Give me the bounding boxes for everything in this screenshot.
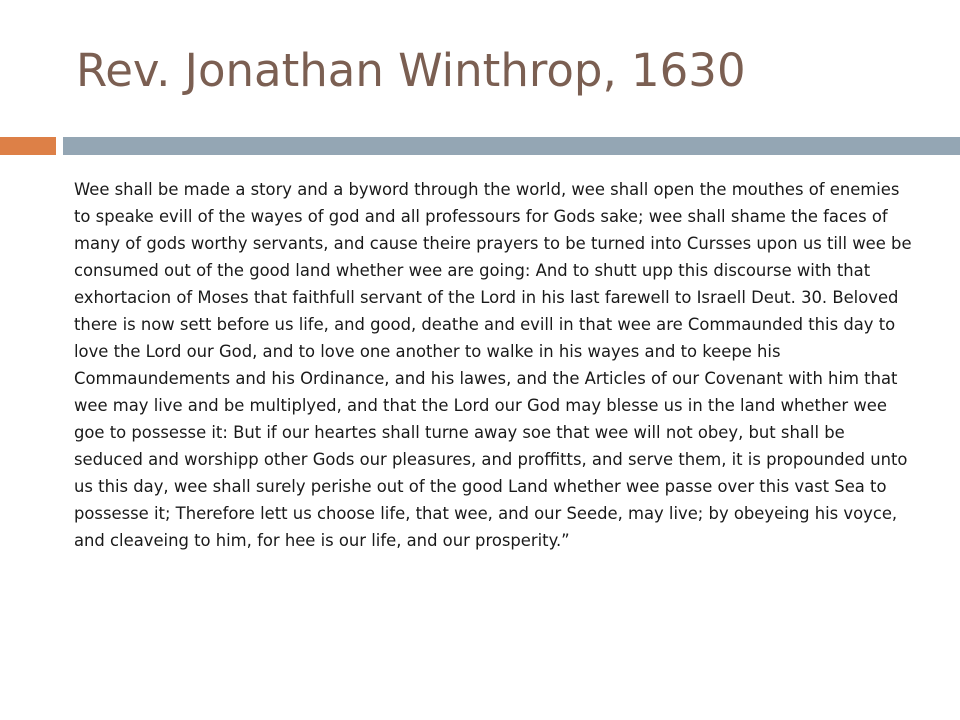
quote-body-text: Wee shall be made a story and a byword through the world, wee shall open the mouthes of enemies to speake evill of the wayes of god and all professours for Gods sake; wee shall shame the faces of many of gods worthy servants, and cause theire prayers to be turned into Cursses upon us till wee be consumed out of the good land whether wee are going: And to shutt upp this discourse with that exhortacion of Moses that faithfull servant of the Lord in his last farewell to Israell Deut. 30. Beloved there is now sett before us life, and good, deathe and evill in that wee are Commaunded this day to love the Lord our God, and to love one another to walke in his wayes and to keepe his Commaundements and his Ordinance, and his lawes, and the Articles of our Covenant with him that wee may live and be multiplyed, and that the Lord our God may blesse us in the land whether wee goe to possesse it: But if our heartes shall turne away soe that wee will not obey, but shall be seduced and worshipp other Gods our pleasures, and proffitts, and serve them, it is propounded unto us this day, wee shall surely perishe out of the good Land whether wee passe over this vast Sea to possesse it; Therefore lett us choose life, that wee, and our Seede, may live; by obeyeing his voyce, and cleaveing to him, for hee is our life, and our prosperity.”	[74, 180, 912, 550]
accent-bar-orange	[0, 137, 56, 155]
slide-title: Rev. Jonathan Winthrop, 1630	[76, 44, 746, 97]
accent-bar-blue-gray	[63, 137, 960, 155]
